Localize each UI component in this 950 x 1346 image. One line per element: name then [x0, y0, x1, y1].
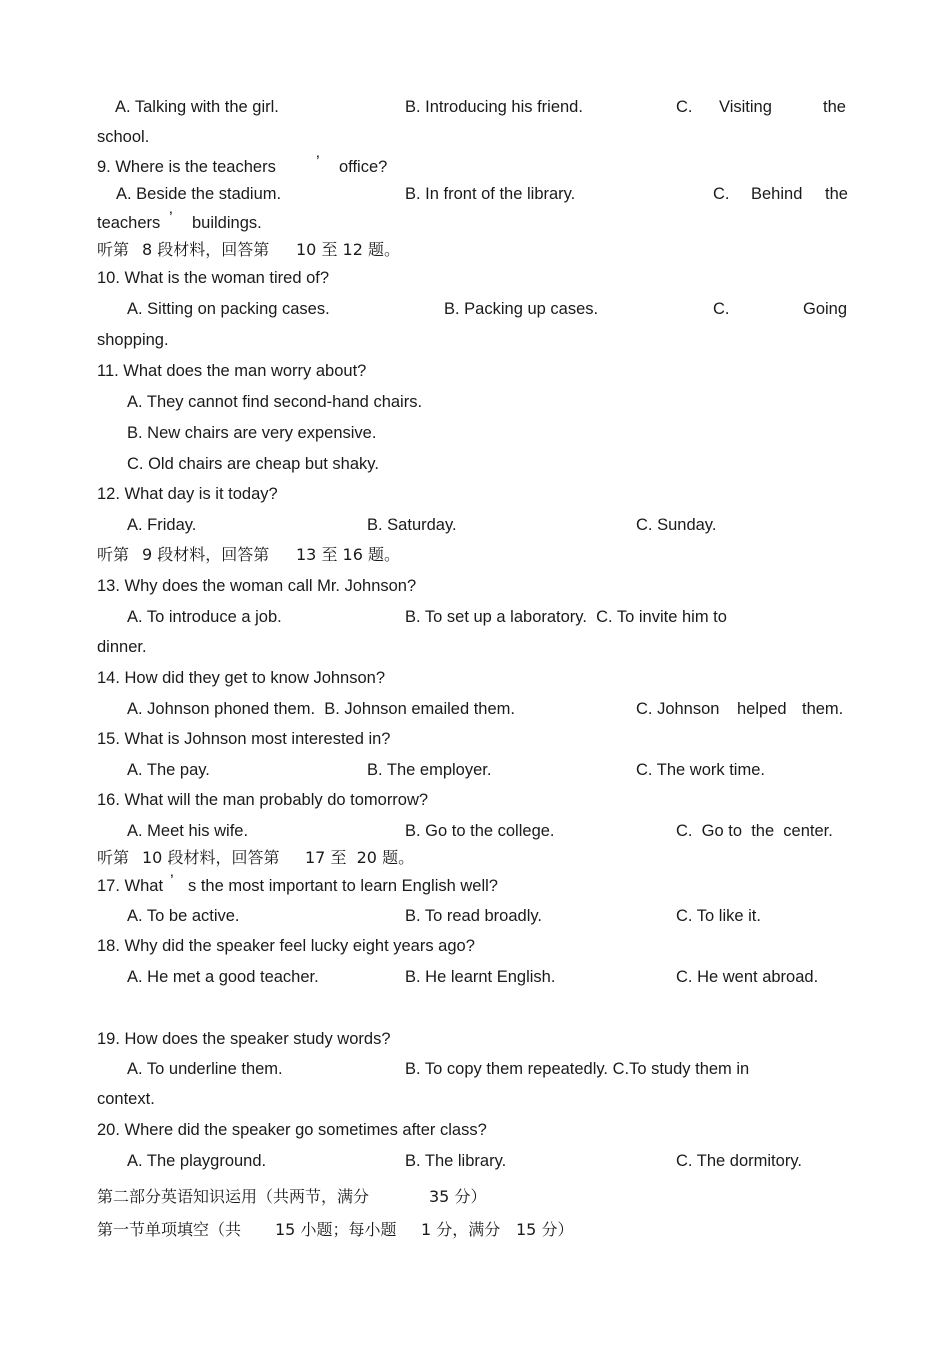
q17-option-b: B. To read broadly.	[405, 907, 542, 925]
q10-option-c-continued: shopping.	[97, 331, 169, 349]
q11-stem: 11. What does the man worry about?	[97, 362, 367, 380]
q20-option-c: C. The dormitory.	[676, 1152, 802, 1170]
q11-option-a: A. They cannot find second-hand chairs.	[127, 393, 423, 411]
q14-option-c-part1: C. Johnson	[636, 700, 720, 718]
q9-option-c-cont-part2: buildings.	[192, 214, 262, 232]
q10-option-c-word: Going	[803, 300, 848, 318]
part2-heading-p2: 35 分）	[429, 1187, 487, 1206]
q18-stem: 18. Why did the speaker feel lucky eight years ago?	[97, 937, 475, 955]
q9-option-c-letter: C.	[713, 185, 730, 203]
q18-option-b: B. He learnt English.	[405, 968, 556, 986]
q9-stem-part1: 9. Where is the teachers	[97, 158, 276, 176]
q14-option-c-part2: helped	[737, 700, 787, 718]
q8-option-c-continued: school.	[97, 128, 150, 146]
q19-stem: 19. How does the speaker study words?	[97, 1030, 391, 1048]
section10-heading-p2: 10 段材料，回答第	[142, 848, 280, 867]
q10-stem: 10. What is the woman tired of?	[97, 269, 330, 287]
q8-option-a: A. Talking with the girl.	[115, 98, 279, 116]
section9-heading-p1: 听第	[97, 545, 130, 564]
q9-option-c-cont-apostrophe: ’	[169, 209, 173, 227]
q15-option-c: C. The work time.	[636, 761, 765, 779]
section10-heading-p3: 17 至 20 题。	[305, 848, 415, 867]
q13-option-a: A. To introduce a job.	[127, 608, 282, 626]
q17-option-c: C. To like it.	[676, 907, 761, 925]
part2-section1-heading-p3: 1 分，满分	[421, 1220, 501, 1239]
q20-stem: 20. Where did the speaker go sometimes after class?	[97, 1121, 487, 1139]
q14-option-a-b: A. Johnson phoned them. B. Johnson emailed them.	[127, 700, 515, 718]
q8-option-c-letter: C.	[676, 98, 693, 116]
q17-stem-part1: 17. What	[97, 877, 164, 895]
q12-option-b: B. Saturday.	[367, 516, 457, 534]
part2-section1-heading-p4: 15 分）	[516, 1220, 574, 1239]
q8-option-b: B. Introducing his friend.	[405, 98, 583, 116]
part2-heading-p1: 第二部分英语知识运用（共两节，满分	[97, 1187, 370, 1206]
q13-option-b-c: B. To set up a laboratory. C. To invite him to	[405, 608, 727, 626]
q17-stem-part2: s the most important to learn English well?	[188, 877, 498, 895]
section9-heading-p2: 9 段材料，回答第	[142, 545, 270, 564]
q9-option-c-cont-part1: teachers	[97, 214, 161, 232]
q15-option-b: B. The employer.	[367, 761, 492, 779]
q14-option-c-part3: them.	[802, 700, 844, 718]
part2-section1-heading-p2: 15 小题；每小题	[275, 1220, 397, 1239]
q13-option-c-continued: dinner.	[97, 638, 147, 656]
q9-option-b: B. In front of the library.	[405, 185, 576, 203]
q17-apostrophe: ’	[170, 872, 174, 890]
section8-heading-p3: 10 至 12 题。	[296, 240, 400, 259]
q10-option-c-letter: C.	[713, 300, 730, 318]
q18-option-a: A. He met a good teacher.	[127, 968, 319, 986]
q12-option-a: A. Friday.	[127, 516, 197, 534]
section8-heading-p2: 8 段材料，回答第	[142, 240, 270, 259]
q16-stem: 16. What will the man probably do tomorrow?	[97, 791, 429, 809]
q15-stem: 15. What is Johnson most interested in?	[97, 730, 391, 748]
q15-option-a: A. The pay.	[127, 761, 210, 779]
q10-option-a: A. Sitting on packing cases.	[127, 300, 330, 318]
q10-option-b: B. Packing up cases.	[444, 300, 599, 318]
q19-option-a: A. To underline them.	[127, 1060, 283, 1078]
q18-option-c: C. He went abroad.	[676, 968, 819, 986]
q9-option-a: A. Beside the stadium.	[116, 185, 282, 203]
q11-option-c: C. Old chairs are cheap but shaky.	[127, 455, 379, 473]
q11-option-b: B. New chairs are very expensive.	[127, 424, 377, 442]
q8-option-c-word1: Visiting	[719, 98, 772, 116]
section10-heading-p1: 听第	[97, 848, 130, 867]
q20-option-a: A. The playground.	[127, 1152, 267, 1170]
q9-option-c-word1: Behind	[751, 185, 803, 203]
q16-option-a: A. Meet his wife.	[127, 822, 249, 840]
q17-option-a: A. To be active.	[127, 907, 240, 925]
q19-option-c-continued: context.	[97, 1090, 155, 1108]
q9-stem-part2: office?	[339, 158, 388, 176]
q13-stem: 13. Why does the woman call Mr. Johnson?	[97, 577, 417, 595]
q20-option-b: B. The library.	[405, 1152, 507, 1170]
q8-option-c-word2: the	[823, 98, 846, 116]
q12-option-c: C. Sunday.	[636, 516, 717, 534]
q16-option-c: C. Go to the center.	[676, 822, 833, 840]
q9-option-c-word2: the	[825, 185, 848, 203]
q12-stem: 12. What day is it today?	[97, 485, 278, 503]
part2-section1-heading-p1: 第一节单项填空（共	[97, 1220, 242, 1239]
q9-apostrophe: ’	[316, 153, 320, 171]
section8-heading-p1: 听第	[97, 240, 130, 259]
q16-option-b: B. Go to the college.	[405, 822, 555, 840]
q19-option-b-c: B. To copy them repeatedly. C.To study them in	[405, 1060, 750, 1078]
q14-stem: 14. How did they get to know Johnson?	[97, 669, 386, 687]
section9-heading-p3: 13 至 16 题。	[296, 545, 400, 564]
